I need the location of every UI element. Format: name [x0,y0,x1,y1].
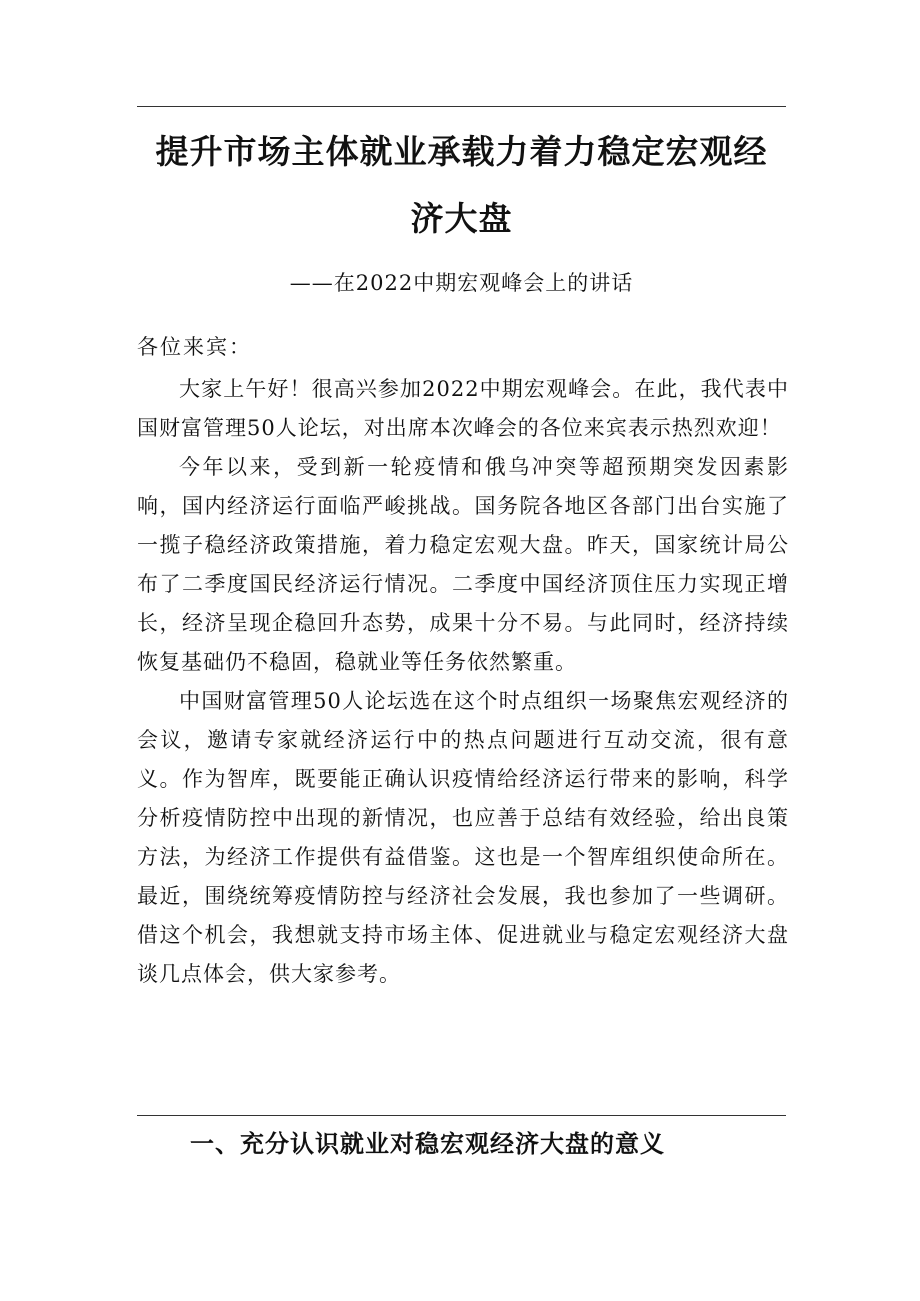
section-heading: 一、充分认识就业对稳宏观经济大盘的意义 [190,1130,665,1158]
salutation: 各位来宾： [137,335,252,359]
section-divider [137,1115,786,1116]
paragraph-1: 大家上午好！很高兴参加2022中期宏观峰会。在此，我代表中国财富管理50人论坛，对出席本次峰会的各位来宾表示热烈欢迎！ [137,377,789,440]
speech-body [137,370,789,994]
paragraph-2: 今年以来，受到新一轮疫情和俄乌冲突等超预期突发因素影响，国内经济运行面临严峻挑战。国务院各地区各部门出台实施了一揽子稳经济政策措施，着力稳定宏观大盘。昨天，国家统计局公布了二季度国民经济运行情况。二季度中国经济顶住压力实现正增长，经济呈现企稳回升态势，成果十分不易。与此同时，经济持续恢复基础仍不稳固，稳就业等任务依然繁重。 [137,455,789,674]
document-title-line-2: 济大盘 [410,199,513,238]
top-divider [137,106,786,107]
paragraph-3: 中国财富管理50人论坛选在这个时点组织一场聚焦宏观经济的会议，邀请专家就经济运行中的热点问题进行互动交流，很有意义。作为智库，既要能正确认识疫情给经济运行带来的影响，科学分析疫情防控中出现的新情况，也应善于总结有效经验，给出良策方法，为经济工作提供有益借鉴。这也是一个智库组织使命所在。最近，围绕统筹疫情防控与经济社会发展，我也参加了一些调研。借这个机会，我想就支持市场主体、促进就业与稳定宏观经济大盘谈几点体会，供大家参考。 [137,689,789,986]
document-subtitle: ——在2022中期宏观峰会上的讲话 [289,271,634,295]
document-title-line-1: 提升市场主体就业承载力着力稳定宏观经 [155,132,768,171]
